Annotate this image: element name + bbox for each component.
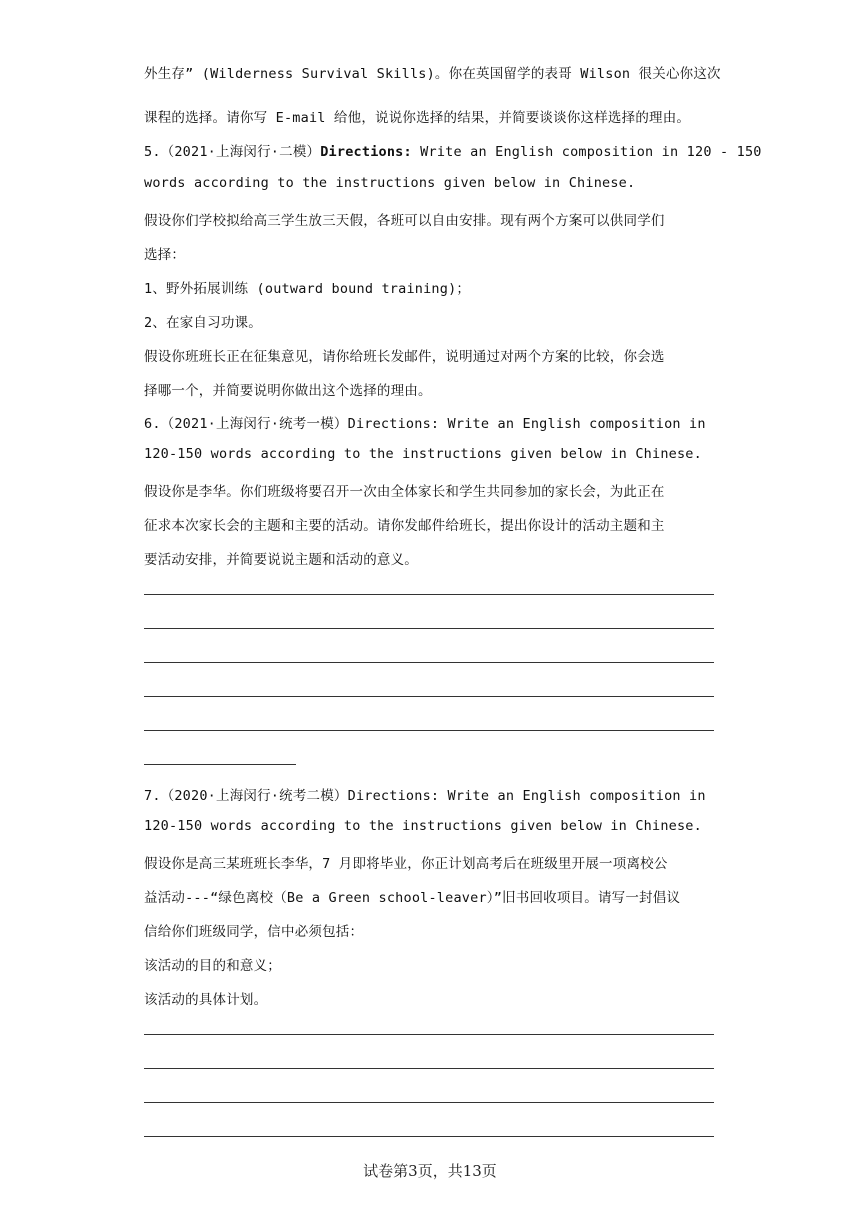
directions-label: Directions: (320, 144, 412, 160)
option-2: 2、在家自习功课。 (144, 315, 262, 331)
text-line: 择哪一个，并简要说明你做出这个选择的理由。 (144, 383, 432, 399)
answer-line[interactable] (144, 1034, 714, 1035)
requirement-1: 该活动的目的和意义； (144, 958, 281, 974)
text-line: 假设你是李华。你们班级将要召开一次由全体家长和学生共同参加的家长会，为此正在 (144, 484, 665, 500)
answer-line[interactable] (144, 662, 714, 663)
text-line: words according to the instructions given below in Chinese. (144, 175, 636, 191)
question-5-source: 5.（2021·上海闵行·二模） (144, 144, 321, 160)
text-line: 假设你班班长正在征集意见，请你给班长发邮件，说明通过对两个方案的比较，你会选 (144, 349, 665, 365)
answer-line[interactable] (144, 1102, 714, 1103)
text-line: 益活动---“绿色离校（Be a Green school-leaver）”旧书回收项目。请写一封倡议 (144, 890, 681, 906)
question-6-header: 6.（2021·上海闵行·统考一模）Directions: Write an English composition in (144, 416, 706, 432)
text-line: 假设你是高三某班班长李华，7 月即将毕业，你正计划高考后在班级里开展一项离校公 (144, 856, 668, 872)
text-line: 要活动安排，并简要说说主题和活动的意义。 (144, 552, 418, 568)
text-line: 假设你们学校拟给高三学生放三天假，各班可以自由安排。现有两个方案可以供同学们 (144, 213, 665, 229)
answer-line[interactable] (144, 730, 714, 731)
text-line: 120-150 words according to the instructions given below in Chinese. (144, 446, 702, 462)
text-line: 信给你们班级同学，信中必须包括： (144, 924, 364, 940)
answer-line[interactable] (144, 594, 714, 595)
question-7-header: 7.（2020·上海闵行·统考二模）Directions: Write an English composition in (144, 788, 706, 804)
option-1: 1、野外拓展训练 (outward bound training)； (144, 281, 471, 297)
answer-line[interactable] (144, 764, 296, 765)
answer-line[interactable] (144, 628, 714, 629)
question-5-header (144, 140, 762, 160)
page-footer: 试卷第3页，共13页 (363, 1162, 497, 1180)
requirement-2: 该活动的具体计划。 (144, 992, 268, 1008)
text-line: 120-150 words according to the instructions given below in Chinese. (144, 818, 702, 834)
text-line: 课程的选择。请你写 E-mail 给他，说说你选择的结果，并简要谈谈你这样选择的理由。 (144, 110, 691, 126)
text-line: 选择： (144, 247, 186, 263)
answer-line[interactable] (144, 1068, 714, 1069)
question-5-instruction: Write an English composition in 120 - 150 (411, 144, 762, 160)
text-line: 征求本次家长会的主题和主要的活动。请你发邮件给班长，提出你设计的活动主题和主 (144, 518, 665, 534)
answer-line[interactable] (144, 1136, 714, 1137)
answer-line[interactable] (144, 696, 714, 697)
text-line: 外生存” (Wilderness Survival Skills)。你在英国留学的表哥 Wilson 很关心你这次 (144, 66, 721, 82)
